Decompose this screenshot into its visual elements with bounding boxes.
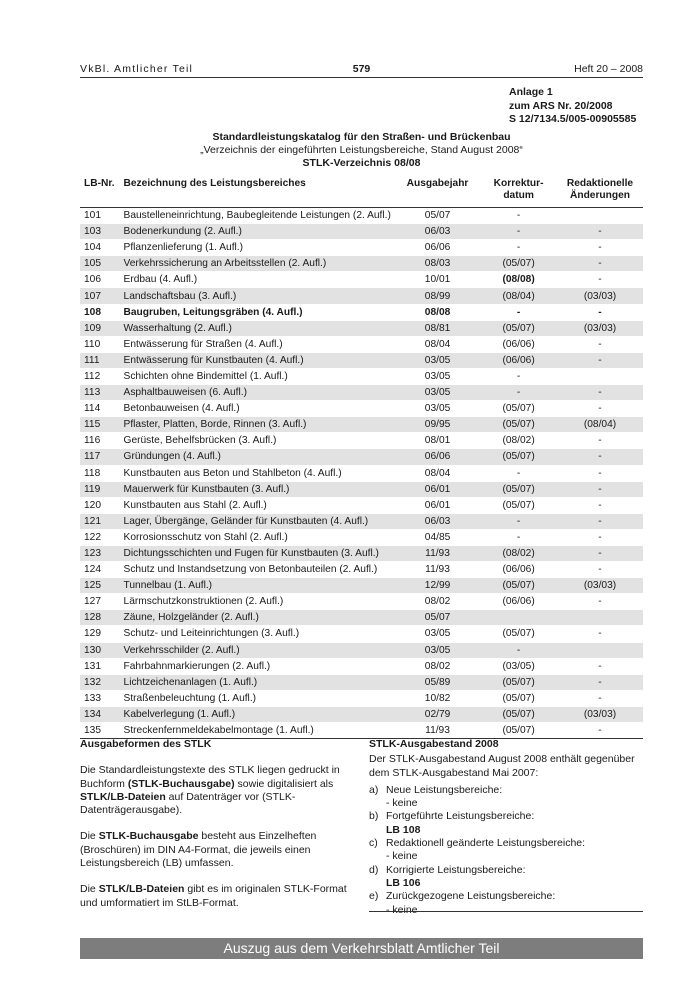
redaktionelle-cell: (03/03) xyxy=(557,578,643,594)
table-row xyxy=(80,336,643,352)
table-row xyxy=(80,256,643,272)
bezeichnung-cell: Schutz und Instandsetzung von Betonbauteilen (2. Aufl.) xyxy=(120,562,395,578)
item-letter: c) xyxy=(369,837,378,850)
table-row xyxy=(80,272,643,288)
korrektur-cell: (08/02) xyxy=(480,433,557,449)
lb-nr-cell: 125 xyxy=(80,578,120,594)
ausgabejahr-cell: 10/82 xyxy=(395,690,480,706)
bezeichnung-cell: Verkehrsschilder (2. Aufl.) xyxy=(120,642,395,658)
catalog-subtitle: „Verzeichnis der eingeführten Leistungsbereiche, Stand August 2008“ xyxy=(200,144,523,156)
page-header xyxy=(80,63,643,78)
table-row xyxy=(80,288,643,304)
catalog-title: Standardleistungskatalog für den Straßen- und Brückenbau xyxy=(212,131,511,143)
ausgabejahr-cell: 02/79 xyxy=(395,706,480,722)
table-row xyxy=(80,401,643,417)
ausgabestand-item xyxy=(369,784,644,811)
lb-nr-cell: 103 xyxy=(80,224,120,240)
redaktionelle-cell: - xyxy=(557,272,643,288)
col-redaktionelle: Redaktionelle Änderungen xyxy=(557,176,643,208)
item-label: Zurückgezogene Leistungsbereiche: xyxy=(386,890,556,903)
document-title-block xyxy=(80,131,643,170)
lb-nr-cell: 134 xyxy=(80,706,120,722)
item-letter: d) xyxy=(369,863,379,876)
korrektur-cell: (05/07) xyxy=(480,481,557,497)
korrektur-cell: (05/07) xyxy=(480,706,557,722)
korrektur-cell: - xyxy=(480,368,557,384)
korrektur-cell: - xyxy=(480,224,557,240)
bezeichnung-cell: Streckenfernmeldekabelmontage (1. Aufl.) xyxy=(120,723,395,739)
redaktionelle-cell: - xyxy=(557,497,643,513)
redaktionelle-cell: - xyxy=(557,481,643,497)
ausgabestand-intro: Der STLK-Ausgabestand August 2008 enthält gegenüber dem STLK-Ausgabestand Mai 2007: xyxy=(369,753,635,779)
lb-table-body xyxy=(80,208,643,739)
korrektur-cell: - xyxy=(480,304,557,320)
bezeichnung-cell: Asphaltbauweisen (6. Aufl.) xyxy=(120,385,395,401)
table-row xyxy=(80,433,643,449)
item-label: Redaktionell geänderte Leistungsbereiche: xyxy=(386,837,586,850)
lb-nr-cell: 128 xyxy=(80,610,120,626)
lb-table xyxy=(80,176,643,739)
lb-nr-cell: 113 xyxy=(80,385,120,401)
ausgabejahr-cell: 04/85 xyxy=(395,529,480,545)
lb-nr-cell: 109 xyxy=(80,320,120,336)
korrektur-cell: - xyxy=(480,513,557,529)
redaktionelle-cell: - xyxy=(557,336,643,352)
lb-nr-cell: 118 xyxy=(80,465,120,481)
redaktionelle-cell: - xyxy=(557,401,643,417)
table-row xyxy=(80,658,643,674)
annex-reference xyxy=(509,86,636,127)
lb-nr-cell: 114 xyxy=(80,401,120,417)
item-label: Neue Leistungsbereiche: xyxy=(386,783,503,796)
ausgabejahr-cell: 05/07 xyxy=(395,610,480,626)
korrektur-cell: - xyxy=(480,240,557,256)
section-divider xyxy=(369,911,643,912)
korrektur-cell: (08/04) xyxy=(480,288,557,304)
table-row xyxy=(80,610,643,626)
korrektur-cell: (03/05) xyxy=(480,658,557,674)
lb-nr-cell: 130 xyxy=(80,642,120,658)
korrektur-cell: - xyxy=(480,385,557,401)
ausgabeformen-para-2: Die STLK-Buchausgabe besteht aus Einzelheften (Broschüren) im DIN A4-Format, die jeweils einen Leistungsbereich (LB) umfassen. xyxy=(80,830,317,870)
redaktionelle-cell xyxy=(557,610,643,626)
redaktionelle-cell: - xyxy=(557,545,643,561)
bezeichnung-cell: Gerüste, Behelfsbrücken (3. Aufl.) xyxy=(120,433,395,449)
table-row xyxy=(80,304,643,320)
ausgabejahr-cell: 08/04 xyxy=(395,336,480,352)
bezeichnung-cell: Verkehrssicherung an Arbeitsstellen (2. Aufl.) xyxy=(120,256,395,272)
ausgabejahr-cell: 11/93 xyxy=(395,545,480,561)
korrektur-cell: (06/06) xyxy=(480,594,557,610)
ausgabejahr-cell: 03/05 xyxy=(395,368,480,384)
redaktionelle-cell xyxy=(557,642,643,658)
ausgabejahr-cell: 11/93 xyxy=(395,562,480,578)
korrektur-cell: (05/07) xyxy=(480,417,557,433)
redaktionelle-cell: - xyxy=(557,723,643,739)
ausgabejahr-cell: 08/08 xyxy=(395,304,480,320)
table-row xyxy=(80,578,643,594)
ausgabejahr-cell: 05/07 xyxy=(395,208,480,224)
redaktionelle-cell: - xyxy=(557,352,643,368)
lb-nr-cell: 101 xyxy=(80,208,120,224)
lb-nr-cell: 110 xyxy=(80,336,120,352)
lb-nr-cell: 124 xyxy=(80,562,120,578)
redaktionelle-cell: - xyxy=(557,304,643,320)
lb-nr-cell: 127 xyxy=(80,594,120,610)
lb-nr-cell: 119 xyxy=(80,481,120,497)
ausgabejahr-cell: 06/03 xyxy=(395,224,480,240)
bezeichnung-cell: Entwässerung für Straßen (4. Aufl.) xyxy=(120,336,395,352)
lb-nr-cell: 121 xyxy=(80,513,120,529)
redaktionelle-cell: - xyxy=(557,433,643,449)
lb-nr-cell: 107 xyxy=(80,288,120,304)
bezeichnung-cell: Korrosionsschutz von Stahl (2. Aufl.) xyxy=(120,529,395,545)
ausgabejahr-cell: 03/05 xyxy=(395,385,480,401)
table-row xyxy=(80,417,643,433)
redaktionelle-cell: - xyxy=(557,449,643,465)
item-letter: b) xyxy=(369,810,379,823)
table-row xyxy=(80,529,643,545)
korrektur-cell: (05/07) xyxy=(480,320,557,336)
bezeichnung-cell: Baugruben, Leitungsgräben (4. Aufl.) xyxy=(120,304,395,320)
table-row xyxy=(80,723,643,739)
col-bezeichnung: Bezeichnung des Leistungsbereiches xyxy=(120,176,395,208)
bezeichnung-cell: Fahrbahnmarkierungen (2. Aufl.) xyxy=(120,658,395,674)
korrektur-cell: - xyxy=(480,208,557,224)
lb-nr-cell: 129 xyxy=(80,626,120,642)
korrektur-cell: (05/07) xyxy=(480,401,557,417)
item-value: LB 106 xyxy=(386,876,421,889)
ausgabejahr-cell: 12/99 xyxy=(395,578,480,594)
table-row xyxy=(80,706,643,722)
table-row xyxy=(80,208,643,224)
ausgabejahr-cell: 08/81 xyxy=(395,320,480,336)
item-label: Korrigierte Leistungsbereiche: xyxy=(386,863,526,876)
ausgabejahr-cell: 05/89 xyxy=(395,674,480,690)
redaktionelle-cell xyxy=(557,368,643,384)
bezeichnung-cell: Straßenbeleuchtung (1. Aufl.) xyxy=(120,690,395,706)
item-letter: e) xyxy=(369,890,379,903)
ausgabejahr-cell: 08/04 xyxy=(395,465,480,481)
korrektur-cell: (08/08) xyxy=(480,272,557,288)
ausgabejahr-cell: 06/06 xyxy=(395,449,480,465)
ausgabeformen-section xyxy=(80,738,356,923)
ausgabejahr-cell: 06/01 xyxy=(395,497,480,513)
ausgabejahr-cell: 11/93 xyxy=(395,723,480,739)
item-label: Fortgeführte Leistungsbereiche: xyxy=(386,810,535,823)
bezeichnung-cell: Pflaster, Platten, Borde, Rinnen (3. Aufl.) xyxy=(120,417,395,433)
bezeichnung-cell: Kunstbauten aus Beton und Stahlbeton (4. Aufl.) xyxy=(120,465,395,481)
ausgabeformen-para-3: Die STLK/LB-Dateien gibt es im originalen STLK-Format und umformatiert im StLB-Format. xyxy=(80,883,347,909)
lb-nr-cell: 116 xyxy=(80,433,120,449)
table-row xyxy=(80,674,643,690)
ausgabejahr-cell: 06/06 xyxy=(395,240,480,256)
bezeichnung-cell: Schichten ohne Bindemittel (1. Aufl.) xyxy=(120,368,395,384)
issue-label: Heft 20 – 2008 xyxy=(574,63,643,75)
redaktionelle-cell: (03/03) xyxy=(557,706,643,722)
lb-nr-cell: 104 xyxy=(80,240,120,256)
lb-nr-cell: 122 xyxy=(80,529,120,545)
footer-banner: Auszug aus dem Verkehrsblatt Amtlicher Teil xyxy=(80,938,643,959)
korrektur-cell: (05/07) xyxy=(480,626,557,642)
ausgabestand-section xyxy=(369,738,644,917)
bezeichnung-cell: Lärmschutzkonstruktionen (2. Aufl.) xyxy=(120,594,395,610)
redaktionelle-cell: - xyxy=(557,240,643,256)
korrektur-cell: (05/07) xyxy=(480,497,557,513)
korrektur-cell: - xyxy=(480,642,557,658)
redaktionelle-cell: - xyxy=(557,674,643,690)
ausgabestand-item xyxy=(369,837,644,864)
korrektur-cell: (06/06) xyxy=(480,352,557,368)
bezeichnung-cell: Bodenerkundung (2. Aufl.) xyxy=(120,224,395,240)
redaktionelle-cell: - xyxy=(557,690,643,706)
item-value: - keine xyxy=(386,850,418,863)
ausgabejahr-cell: 08/03 xyxy=(395,256,480,272)
table-row xyxy=(80,626,643,642)
ausgabejahr-cell: 08/02 xyxy=(395,658,480,674)
lb-nr-cell: 106 xyxy=(80,272,120,288)
ausgabejahr-cell: 03/05 xyxy=(395,642,480,658)
redaktionelle-cell: - xyxy=(557,465,643,481)
table-row xyxy=(80,449,643,465)
korrektur-cell: (05/07) xyxy=(480,578,557,594)
bezeichnung-cell: Dichtungsschichten und Fugen für Kunstbauten (3. Aufl.) xyxy=(120,545,395,561)
item-value: - keine xyxy=(386,903,418,916)
korrektur-cell: - xyxy=(480,529,557,545)
ausgabejahr-cell: 08/01 xyxy=(395,433,480,449)
korrektur-cell: (05/07) xyxy=(480,690,557,706)
ausgabejahr-cell: 06/03 xyxy=(395,513,480,529)
table-row xyxy=(80,642,643,658)
lb-nr-cell: 132 xyxy=(80,674,120,690)
bezeichnung-cell: Kunstbauten aus Stahl (2. Aufl.) xyxy=(120,497,395,513)
col-ausgabejahr: Ausgabejahr xyxy=(395,176,480,208)
table-row xyxy=(80,497,643,513)
bezeichnung-cell: Kabelverlegung (1. Aufl.) xyxy=(120,706,395,722)
lb-nr-cell: 120 xyxy=(80,497,120,513)
col-korrektur: Korrektur- datum xyxy=(480,176,557,208)
annex-line-1: Anlage 1 xyxy=(509,86,553,98)
redaktionelle-cell: - xyxy=(557,224,643,240)
bezeichnung-cell: Erdbau (4. Aufl.) xyxy=(120,272,395,288)
table-row xyxy=(80,240,643,256)
redaktionelle-cell: - xyxy=(557,256,643,272)
table-row xyxy=(80,352,643,368)
item-value: - keine xyxy=(386,797,418,810)
korrektur-cell: (08/02) xyxy=(480,545,557,561)
lb-nr-cell: 111 xyxy=(80,352,120,368)
korrektur-cell: - xyxy=(480,465,557,481)
table-row xyxy=(80,320,643,336)
bezeichnung-cell: Lichtzeichenanlagen (1. Aufl.) xyxy=(120,674,395,690)
ausgabeformen-heading: Ausgabeformen des STLK xyxy=(80,738,212,750)
bezeichnung-cell: Schutz- und Leiteinrichtungen (3. Aufl.) xyxy=(120,626,395,642)
table-row xyxy=(80,594,643,610)
ausgabejahr-cell: 10/01 xyxy=(395,272,480,288)
ausgabejahr-cell: 09/95 xyxy=(395,417,480,433)
redaktionelle-cell: - xyxy=(557,385,643,401)
annex-line-3: S 12/7134.5/005-00905585 xyxy=(509,113,637,125)
lb-nr-cell: 112 xyxy=(80,368,120,384)
table-row xyxy=(80,385,643,401)
directory-title: STLK-Verzeichnis 08/08 xyxy=(302,157,421,169)
page-number: 579 xyxy=(352,63,371,75)
lb-nr-cell: 131 xyxy=(80,658,120,674)
korrektur-cell: (06/06) xyxy=(480,562,557,578)
redaktionelle-cell: - xyxy=(557,626,643,642)
lb-nr-cell: 133 xyxy=(80,690,120,706)
korrektur-cell: (05/07) xyxy=(480,256,557,272)
table-row xyxy=(80,465,643,481)
ausgabejahr-cell: 03/05 xyxy=(395,401,480,417)
redaktionelle-cell: - xyxy=(557,562,643,578)
table-row xyxy=(80,368,643,384)
korrektur-cell: (05/07) xyxy=(480,674,557,690)
table-row xyxy=(80,513,643,529)
table-row xyxy=(80,481,643,497)
ausgabejahr-cell: 08/99 xyxy=(395,288,480,304)
ausgabestand-item xyxy=(369,810,644,837)
bezeichnung-cell: Betonbauweisen (4. Aufl.) xyxy=(120,401,395,417)
redaktionelle-cell: (08/04) xyxy=(557,417,643,433)
lb-nr-cell: 108 xyxy=(80,304,120,320)
ausgabeformen-para-1: Die Standardleistungstexte des STLK liegen gedruckt in Buchform (STLK-Buchausgabe) sowie digitalisiert als STLK/LB-Dateien auf Datenträger vor (STLK-Datenträgerausgabe). xyxy=(80,764,340,817)
table-row xyxy=(80,562,643,578)
bezeichnung-cell: Entwässerung für Kunstbauten (4. Aufl.) xyxy=(120,352,395,368)
bezeichnung-cell: Tunnelbau (1. Aufl.) xyxy=(120,578,395,594)
lb-table-header xyxy=(80,176,643,208)
ausgabejahr-cell: 03/05 xyxy=(395,626,480,642)
table-row xyxy=(80,224,643,240)
lb-nr-cell: 115 xyxy=(80,417,120,433)
redaktionelle-cell: - xyxy=(557,594,643,610)
ausgabejahr-cell: 06/01 xyxy=(395,481,480,497)
bezeichnung-cell: Zäune, Holzgeländer (2. Aufl.) xyxy=(120,610,395,626)
ausgabestand-item xyxy=(369,864,644,891)
ausgabejahr-cell: 03/05 xyxy=(395,352,480,368)
lb-nr-cell: 105 xyxy=(80,256,120,272)
redaktionelle-cell: - xyxy=(557,529,643,545)
ausgabestand-item xyxy=(369,890,644,917)
redaktionelle-cell: (03/03) xyxy=(557,320,643,336)
redaktionelle-cell xyxy=(557,208,643,224)
korrektur-cell xyxy=(480,610,557,626)
bezeichnung-cell: Lager, Übergänge, Geländer für Kunstbauten (4. Aufl.) xyxy=(120,513,395,529)
korrektur-cell: (05/07) xyxy=(480,723,557,739)
item-value: LB 108 xyxy=(386,823,421,836)
journal-name: VkBl. Amtlicher Teil xyxy=(80,63,194,75)
ausgabejahr-cell: 08/02 xyxy=(395,594,480,610)
redaktionelle-cell: - xyxy=(557,513,643,529)
bezeichnung-cell: Gründungen (4. Aufl.) xyxy=(120,449,395,465)
table-row xyxy=(80,545,643,561)
ausgabestand-heading: STLK-Ausgabestand 2008 xyxy=(369,738,499,750)
annex-line-2: zum ARS Nr. 20/2008 xyxy=(509,99,613,112)
lb-nr-cell: 135 xyxy=(80,723,120,739)
bezeichnung-cell: Landschaftsbau (3. Aufl.) xyxy=(120,288,395,304)
bezeichnung-cell: Wasserhaltung (2. Aufl.) xyxy=(120,320,395,336)
bezeichnung-cell: Mauerwerk für Kunstbauten (3. Aufl.) xyxy=(120,481,395,497)
bezeichnung-cell: Baustelleneinrichtung, Baubegleitende Leistungen (2. Aufl.) xyxy=(120,208,395,224)
korrektur-cell: (06/06) xyxy=(480,336,557,352)
lb-nr-cell: 123 xyxy=(80,545,120,561)
redaktionelle-cell: - xyxy=(557,658,643,674)
ausgabestand-list xyxy=(369,784,644,917)
lb-nr-cell: 117 xyxy=(80,449,120,465)
col-lb-nr: LB-Nr. xyxy=(80,176,120,208)
redaktionelle-cell: (03/03) xyxy=(557,288,643,304)
table-row xyxy=(80,690,643,706)
korrektur-cell: (05/07) xyxy=(480,449,557,465)
item-letter: a) xyxy=(369,783,379,796)
bezeichnung-cell: Pflanzenlieferung (1. Aufl.) xyxy=(120,240,395,256)
